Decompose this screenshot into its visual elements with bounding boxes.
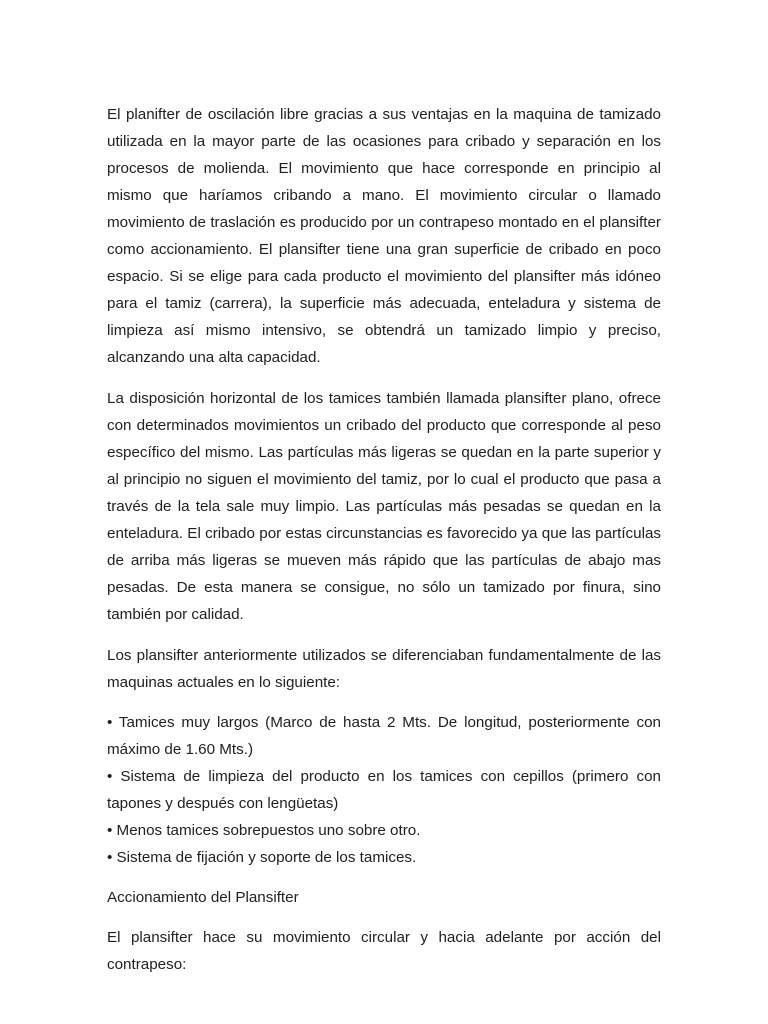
paragraph-intro: El planifter de oscilación libre gracias a sus ventajas en la maquina de tamizado utilizada en la mayor parte de las ocasiones para cribado y separación en los procesos de molienda. El movimiento que hace corresponde en principio al mismo que haríamos cribando a mano. El movimiento circular o llamado movimiento de traslación es producido por un contrapeso montado en el plansifter como accionamiento. El plansifter tiene una gran superficie de cribado en poco espacio. Si se elige para cada producto el movimiento del plansifter más idóneo para el tamiz (carrera), la superficie más adecuada, enteladura y sistema de limpieza así mismo intensivo, se obtendrá un tamizado limpio y preciso, alcanzando una alta capacidad.	[107, 106, 661, 366]
list-item: • Tamices muy largos (Marco de hasta 2 Mts. De longitud, posteriormente con máximo de 1.60 Mts.)	[107, 714, 661, 758]
paragraph-closing: El plansifter hace su movimiento circular y hacia adelante por acción del contrapeso:	[107, 929, 661, 973]
differences-list	[107, 709, 661, 871]
document-page	[107, 101, 661, 978]
paragraph-horizontal-sieves: La disposición horizontal de los tamices también llamada plansifter plano, ofrece con determinados movimientos un cribado del producto que corresponde al peso específico del mismo. Las partículas más ligeras se quedan en la parte superior y al principio no siguen el movimiento del tamiz, por lo cual el producto que pasa a través de la tela sale muy limpio. Las partículas más pesadas se quedan en la enteladura. El cribado por estas circunstancias es favorecido ya que las partículas de arriba más ligeras se mueven más rápido que las partículas de abajo mas pesadas. De esta manera se consigue, no sólo un tamizado por finura, sino también por calidad.	[107, 390, 661, 623]
list-item: • Sistema de fijación y soporte de los tamices.	[107, 849, 417, 866]
list-item: • Menos tamices sobrepuestos uno sobre otro.	[107, 822, 421, 839]
paragraph-former-plansifters: Los plansifter anteriormente utilizados se diferenciaban fundamentalmente de las maquinas actuales en lo siguiente:	[107, 647, 661, 691]
section-heading: Accionamiento del Plansifter	[107, 889, 299, 906]
list-item: • Sistema de limpieza del producto en los tamices con cepillos (primero con tapones y después con lengüetas)	[107, 768, 661, 812]
